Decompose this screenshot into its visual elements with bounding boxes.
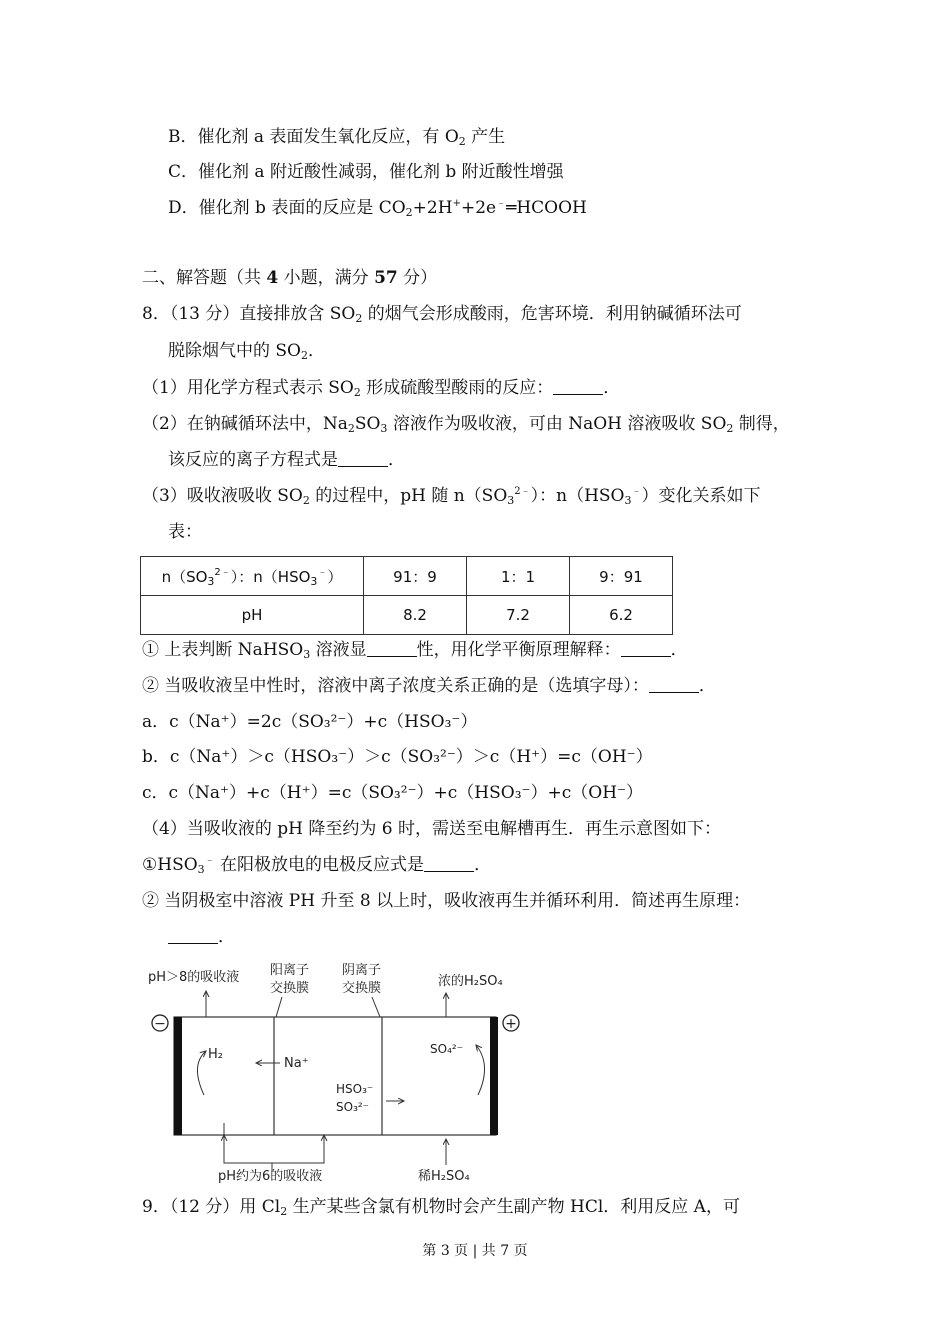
q8-part-3-line-2: 表：	[168, 522, 202, 542]
table-cell: 8.2	[364, 596, 467, 635]
page-footer: 第 3 页 | 共 7 页	[422, 1243, 528, 1259]
label-conc-h2so4: 浓的H₂SO₄	[438, 974, 503, 989]
label-anion-1: 阴离子	[342, 963, 382, 978]
anode-plate	[490, 1017, 498, 1135]
table-cell: 1：1	[467, 557, 570, 596]
label-anion-2: 交换膜	[342, 981, 382, 996]
label-h2: H₂	[208, 1047, 223, 1062]
label-cation-2: 交换膜	[270, 981, 310, 996]
answer-blank[interactable]	[367, 640, 417, 657]
table-cell: 91：9	[364, 557, 467, 596]
table-row	[141, 557, 673, 596]
cathode-plate	[174, 1017, 182, 1135]
q8-part-2: （2）在钠碱循环法中，$Na_2SO_3$ 溶液作为吸收液，可由 NaOH 溶液吸收 $SO_2$ 制得，	[142, 414, 790, 435]
label-so3: SO₃²⁻	[336, 1100, 370, 1114]
q8-part-1: （1）用化学方程式表示 $SO_2$ 形成硫酸型酸雨的反应： ．	[142, 378, 621, 399]
option-d: D．催化剂 b 表面的反应是 $CO_2+2H^++2e^﹣═HCOOH$	[168, 198, 587, 219]
q8-part-4: （4）当吸收液的 pH 降至约为 6 时，需送至电解槽再生．再生示意图如下：	[142, 819, 721, 839]
label-ph-6: pH约为6的吸收液	[218, 1169, 323, 1184]
label-dilute-h2so4: 稀H₂SO₄	[418, 1169, 470, 1184]
choice-a: a．c（Na⁺）=2c（SO₃²⁻）+c（HSO₃⁻）	[142, 712, 478, 732]
label-ph-gt-8: pH＞8的吸收液	[148, 970, 240, 985]
label-cation-1: 阳离子	[270, 963, 310, 978]
choice-c: c．c（Na⁺）+c（H⁺）=c（SO₃²⁻）+c（HSO₃⁻）+c（OH⁻）	[142, 783, 644, 803]
table-cell: 7.2	[467, 596, 570, 635]
label-hso3: HSO₃⁻	[336, 1082, 374, 1096]
q8-part-2-line-2: 该反应的离子方程式是 ．	[168, 450, 405, 470]
q8-line-2: 脱除烟气中的 $SO_2$．	[168, 341, 325, 362]
q8-part-3: （3）吸收液吸收 $SO_2$ 的过程中，pH 随 $n(SO_3^{2﹣})$：$n(HSO_3^﹣)$变化关系如下	[142, 486, 761, 507]
answer-blank[interactable]	[338, 450, 388, 467]
table-cell: 6.2	[570, 596, 673, 635]
q8-sub-1: ① 上表判断 NaHSO$_3$ 溶液显 性，用化学平衡原理解释： ．	[142, 640, 688, 661]
answer-blank[interactable]	[649, 676, 699, 693]
answer-blank[interactable]	[424, 855, 474, 872]
electrolysis-diagram	[142, 955, 532, 1189]
plus-label: +	[505, 1016, 517, 1032]
answer-blank[interactable]	[621, 640, 671, 657]
choice-b: b．c（Na⁺）＞c（HSO₃⁻）＞c（SO₃²⁻）＞c（H⁺）=c（OH⁻）	[142, 747, 653, 767]
q9-line-1: 9．（12 分）用 $Cl_2$ 生产某些含氯有机物时会产生副产物 HCl．利用反应 A，可	[142, 1197, 740, 1218]
q8-part-4-sub-1: $①HSO_3^﹣$ 在阳极放电的电极反应式是 ．	[142, 855, 492, 876]
q8-sub-2: ② 当吸收液呈中性时，溶液中离子浓度关系正确的是（选填字母）： ．	[142, 676, 716, 696]
q8-part-4-sub-2-line-2: ．	[168, 925, 235, 949]
table-header-cell: pH	[141, 596, 364, 635]
table-row	[141, 596, 673, 635]
ph-table	[140, 556, 673, 635]
answer-blank[interactable]	[168, 927, 218, 944]
q8-line-1: 8．（13 分）直接排放含 $SO_2$ 的烟气会形成酸雨，危害环境．利用钠碱循环法可	[142, 304, 742, 325]
answer-blank[interactable]	[553, 378, 603, 395]
option-c: C．催化剂 a 附近酸性减弱，催化剂 b 附近酸性增强	[168, 162, 564, 182]
section-title: 二、解答题（共 4 小题，满分 57 分）	[142, 268, 438, 288]
minus-label: −	[154, 1016, 166, 1032]
cell-box	[174, 1017, 496, 1135]
label-na-plus: Na⁺	[284, 1056, 309, 1071]
table-header-cell: $n(SO_3^{2﹣})$：$n(HSO_3^﹣)$	[141, 557, 364, 596]
label-so4: SO₄²⁻	[430, 1042, 464, 1056]
table-cell: 9：91	[570, 557, 673, 596]
q8-part-4-sub-2: ② 当阴极室中溶液 PH 升至 8 以上时，吸收液再生并循环利用．简述再生原理：	[142, 891, 751, 911]
option-b: B．催化剂 a 表面发生氧化反应，有 $O_2$ 产生	[168, 127, 506, 148]
